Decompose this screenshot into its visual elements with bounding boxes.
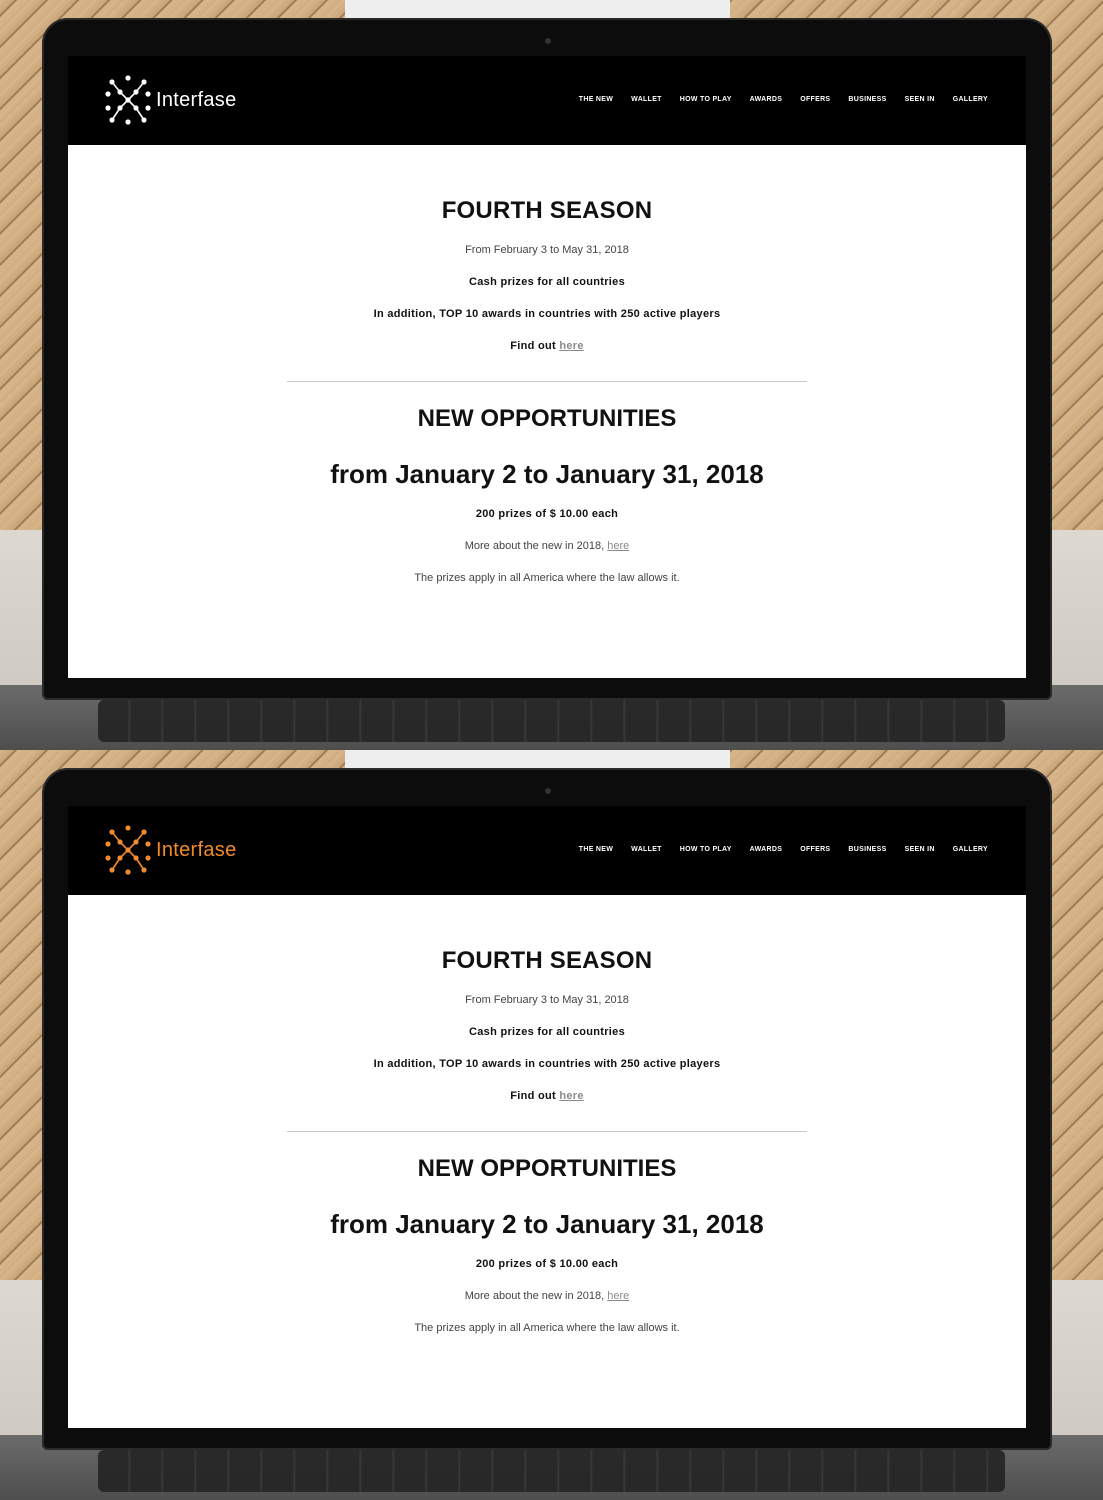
top10-text: In addition, TOP 10 awards in countries with 250 active players xyxy=(373,1058,721,1070)
brand-logo[interactable] xyxy=(102,74,237,126)
divider xyxy=(287,381,807,382)
find-out-label: Find out xyxy=(510,1090,556,1102)
nav-item-the-new[interactable]: THE NEW xyxy=(578,846,614,853)
laptop-screen xyxy=(68,806,1026,1428)
find-out-label: Find out xyxy=(510,340,556,352)
main-content xyxy=(68,145,1026,678)
legal-text: The prizes apply in all America where the law allows it. xyxy=(414,1322,680,1334)
nav-item-business[interactable]: BUSINESS xyxy=(848,846,887,853)
nav-item-wallet[interactable]: WALLET xyxy=(631,846,662,853)
more-label: More about the new in 2018, xyxy=(464,1290,605,1302)
opportunities-range: from January 2 to January 31, 2018 xyxy=(330,459,764,489)
mockup-orange-logo xyxy=(0,750,1103,1500)
nav-item-seen-in[interactable]: SEEN IN xyxy=(904,96,935,103)
opportunities-title: NEW OPPORTUNITIES xyxy=(417,405,677,432)
nav-item-the-new[interactable]: THE NEW xyxy=(578,96,614,103)
nav-item-awards[interactable]: AWARDS xyxy=(749,96,783,103)
main-nav xyxy=(579,846,988,853)
site-header xyxy=(68,56,1026,146)
find-out-line xyxy=(68,1090,1026,1102)
cash-prizes-text: Cash prizes for all countries xyxy=(468,1026,626,1038)
cash-prizes-text: Cash prizes for all countries xyxy=(468,276,626,288)
top10-text: In addition, TOP 10 awards in countries with 250 active players xyxy=(373,308,721,320)
prizes-text: 200 prizes of $ 10.00 each xyxy=(475,508,619,520)
site-header xyxy=(68,806,1026,896)
logo-mark-icon xyxy=(102,74,154,126)
more-line xyxy=(68,540,1026,552)
more-label: More about the new in 2018, xyxy=(464,540,605,552)
main-nav xyxy=(579,96,988,103)
main-content xyxy=(68,895,1026,1428)
nav-item-offers[interactable]: OFFERS xyxy=(800,846,831,853)
nav-item-gallery[interactable]: GALLERY xyxy=(952,846,988,853)
find-out-link[interactable]: here xyxy=(559,1090,584,1102)
logo-mark-icon xyxy=(102,824,154,876)
prizes-text: 200 prizes of $ 10.00 each xyxy=(475,1258,619,1270)
more-link[interactable]: here xyxy=(607,540,630,552)
laptop xyxy=(42,768,1052,1450)
laptop xyxy=(42,18,1052,700)
season-dates: From February 3 to May 31, 2018 xyxy=(465,994,629,1006)
nav-item-wallet[interactable]: WALLET xyxy=(631,96,662,103)
more-link[interactable]: here xyxy=(607,1290,630,1302)
season-dates: From February 3 to May 31, 2018 xyxy=(465,244,629,256)
nav-item-gallery[interactable]: GALLERY xyxy=(952,96,988,103)
find-out-line xyxy=(68,340,1026,352)
season-title: FOURTH SEASON xyxy=(441,947,653,974)
more-line xyxy=(68,1290,1026,1302)
laptop-screen xyxy=(68,56,1026,678)
nav-item-awards[interactable]: AWARDS xyxy=(749,846,783,853)
find-out-link[interactable]: here xyxy=(559,340,584,352)
legal-text: The prizes apply in all America where the law allows it. xyxy=(414,572,680,584)
season-title: FOURTH SEASON xyxy=(441,197,653,224)
nav-item-how-to-play[interactable]: HOW TO PLAY xyxy=(679,96,732,103)
keyboard xyxy=(98,1450,1005,1492)
nav-item-offers[interactable]: OFFERS xyxy=(800,96,831,103)
divider xyxy=(287,1131,807,1132)
camera-icon xyxy=(545,788,551,794)
nav-item-how-to-play[interactable]: HOW TO PLAY xyxy=(679,846,732,853)
camera-icon xyxy=(545,38,551,44)
brand-logo[interactable] xyxy=(102,824,237,876)
keyboard xyxy=(98,700,1005,742)
nav-item-business[interactable]: BUSINESS xyxy=(848,96,887,103)
nav-item-seen-in[interactable]: SEEN IN xyxy=(904,846,935,853)
opportunities-range: from January 2 to January 31, 2018 xyxy=(330,1209,764,1239)
brand-name: Interfase xyxy=(156,88,237,111)
opportunities-title: NEW OPPORTUNITIES xyxy=(417,1155,677,1182)
brand-name: Interfase xyxy=(156,838,237,861)
